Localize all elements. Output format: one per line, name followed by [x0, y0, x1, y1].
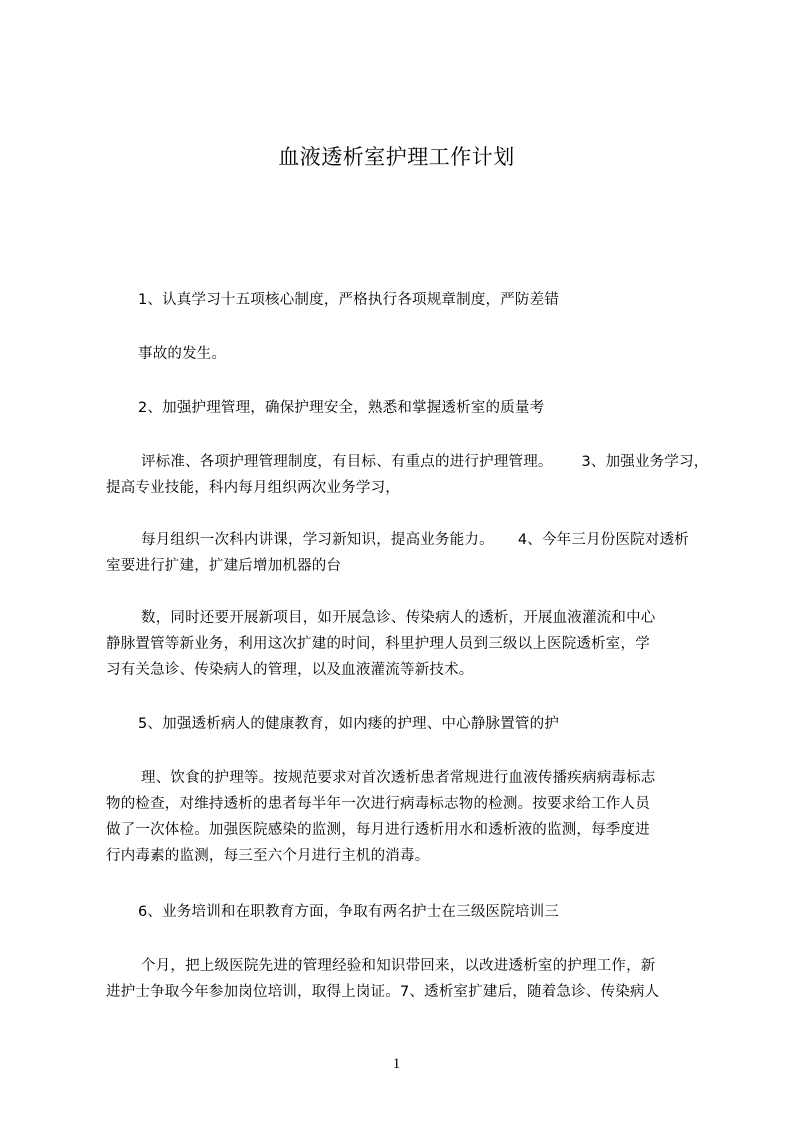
paragraph-line: 室要进行扩建，扩建后增加机器的台 [106, 558, 342, 574]
paragraph-line: 6、业务培训和在职教育方面，争取有两名护士在三级医院培训三 [138, 904, 560, 920]
paragraph-line: 2、加强护理管理，确保护理安全，熟悉和掌握透析室的质量考 [138, 400, 545, 416]
paragraph-line: 数，同时还要开展新项目，如开展急诊、传染病人的透析，开展血液灌流和中心 [141, 610, 656, 626]
paragraph-line: 进护士争取今年参加岗位培训，取得上岗证。7、透析室扩建后，随着急诊、传染病人 [106, 984, 660, 1000]
page-number: 1 [392, 1056, 401, 1072]
paragraph-line: 每月组织一次科内讲课，学习新知识，提高业务能力。 4、今年三月份医院对透析 [141, 532, 689, 548]
document-title: 血液透析室护理工作计划 [278, 145, 515, 169]
paragraph-line: 提高专业技能，科内每月组织两次业务学习， [106, 480, 400, 496]
paragraph-line: 习有关急诊、传染病人的管理，以及血液灌流等新技术。 [106, 662, 474, 678]
paragraph-line: 1、认真学习十五项核心制度，严格执行各项规章制度，严防差错 [138, 292, 560, 308]
paragraph-line: 评标准、各项护理管理制度，有目标、有重点的进行护理管理。 3、加强业务学习， [141, 454, 709, 470]
paragraph-line: 事故的发生。 [138, 346, 227, 362]
paragraph-line: 个月，把上级医院先进的管理经验和知识带回来，以改进透析室的护理工作，新 [141, 958, 656, 974]
paragraph-line: 行内毒素的监测，每三至六个月进行主机的消毒。 [106, 848, 430, 864]
paragraph-line: 做了一次体检。加强医院感染的监测，每月进行透析用水和透析液的监测，每季度进 [106, 822, 650, 838]
paragraph-line: 5、加强透析病人的健康教育，如内瘘的护理、中心静脉置管的护 [138, 716, 560, 732]
paragraph-line: 理、饮食的护理等。按规范要求对首次透析患者常规进行血液传播疾病病毒标志 [141, 770, 656, 786]
paragraph-line: 静脉置管等新业务，利用这次扩建的时间，科里护理人员到三级以上医院透析室，学 [106, 636, 650, 652]
paragraph-line: 物的检查，对维持透析的患者每半年一次进行病毒标志物的检测。按要求给工作人员 [106, 796, 650, 812]
